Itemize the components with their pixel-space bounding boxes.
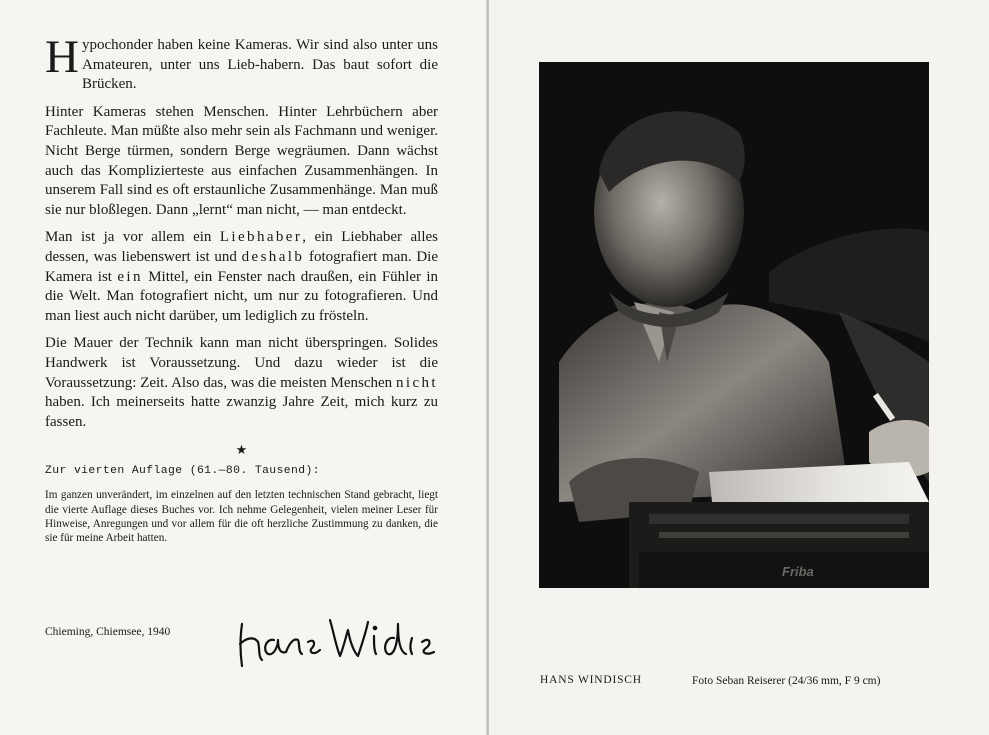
- paragraph-4-part: haben. Ich meinerseits hatte zwanzig Jahre Zeit, mich kurz zu fassen.: [45, 394, 438, 430]
- paragraph-1-text: ypochonder haben keine Kameras. Wir sind also unter uns Amateuren, unter uns Lieb-habern. Das baut sofort die Brücken.: [81, 37, 438, 93]
- star-separator: ★: [235, 442, 248, 458]
- place-date: Chieming, Chiemsee, 1940: [45, 626, 171, 638]
- photo-credit: Foto Seban Reiserer (24/36 mm, F 9 cm): [692, 675, 881, 687]
- paragraph-3-part: fotografiert man. Die Kamera ist: [45, 248, 438, 285]
- photo-caption-name: HANS WINDISCH: [540, 674, 642, 686]
- emphasis-liebhaber: Liebhaber: [219, 229, 303, 246]
- left-page: [0, 0, 488, 735]
- typewriter-brand-text: Friba: [782, 564, 814, 579]
- signature-text: Hans Windisch: [234, 610, 241, 611]
- paragraph-3-part: Mittel, ein Fenster nach draußen, ein Fühler in die Welt. Man fotografiert nicht, um nur zu fotografieren. Und man liest auch nicht darüber, um lediglich zu frösteln.: [45, 268, 439, 324]
- paragraph-1: [45, 31, 438, 95]
- paragraph-3-part: , ein Liebhaber alles dessen, was liebenswert ist und: [45, 229, 438, 265]
- portrait-illustration: [539, 62, 929, 588]
- emphasis-nicht: nicht: [396, 374, 438, 391]
- paragraph-3-part: Man ist ja vor allem ein: [45, 229, 220, 246]
- paragraph-3: [45, 228, 438, 326]
- signature: [234, 610, 444, 672]
- body-text: [45, 31, 439, 545]
- paragraph-4-part: Die Mauer der Technik kann man nicht überspringen. Solides Handwerk ist Voraussetzung. Und dazu wieder ist die Voraussetzung: Zeit. Also das, was die meisten Menschen: [45, 335, 438, 391]
- emphasis-ein: ein: [117, 268, 143, 285]
- note-heading: Zur vierten Auflage (61.—80. Tausend):: [45, 464, 320, 477]
- emphasis-deshalb: deshalb: [241, 248, 305, 265]
- drop-cap: H: [45, 31, 79, 83]
- paragraph-4: [45, 334, 438, 432]
- portrait-photo: [539, 62, 929, 588]
- note-body: Im ganzen unverändert, im einzelnen auf den letzten technischen Stand gebracht, liegt die vierte Auflage dieses Buches vor. Ich nehme Gelegenheit, vielen meiner Leser für Hinweise, Anregungen und vor allem für die oft herzliche Zustimmung zu danken, die sie für meine Arbeit hatten.: [45, 489, 438, 545]
- paragraph-2: Hinter Kameras stehen Menschen. Hinter Lehrbüchern aber Fachleute. Man müßte also mehr sein als Fachmann und weniger. Nicht Berge türmen, sondern Berge wegräumen. Dann wächst auch das Komplizierteste aus einfachen Zusammenhängen. In unserem Fall sind es oft erstaunliche Zusammenhänge. Man muß sie nur bloßlegen. Dann „lernt“ man nicht, — man entdeckt.: [45, 103, 438, 218]
